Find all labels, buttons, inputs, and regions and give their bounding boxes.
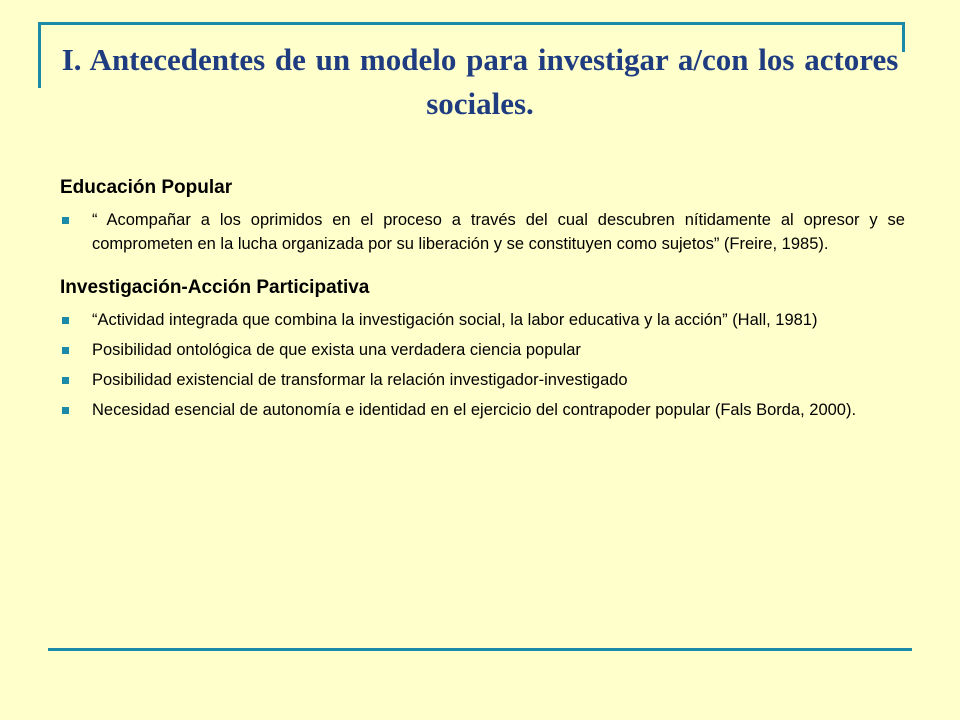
- bullet-text: Posibilidad existencial de transformar la relación investigador-investigado: [92, 371, 628, 389]
- section-heading-educacion-popular: Educación Popular: [60, 177, 233, 198]
- list-item: [60, 338, 905, 362]
- bullet-text: “Actividad integrada que combina la investigación social, la labor educativa y la acción” (Hall, 1981): [92, 311, 818, 329]
- slide-content: [60, 174, 905, 422]
- square-bullet-icon: [62, 377, 69, 384]
- bullet-text: Posibilidad ontológica de que exista una verdadera ciencia popular: [92, 341, 581, 359]
- list-item: [60, 208, 905, 256]
- bullet-list-educacion-popular: [60, 208, 905, 256]
- bullet-text: “ Acompañar a los oprimidos en el proceso a través del cual descubren nítidamente al opresor y se comprometen en la lucha organizada por su liberación y se constituyen como sujetos” (Freire, 1985).: [92, 211, 905, 253]
- square-bullet-icon: [62, 317, 69, 324]
- frame-right-line: [902, 22, 905, 52]
- list-item: [60, 398, 905, 422]
- list-item: [60, 368, 905, 392]
- list-item: [60, 308, 905, 332]
- frame-top-line: [40, 22, 905, 25]
- section-heading-iap: Investigación-Acción Participativa: [60, 277, 370, 298]
- bullet-list-iap: [60, 308, 905, 422]
- square-bullet-icon: [62, 347, 69, 354]
- square-bullet-icon: [62, 217, 69, 224]
- slide-title: I. Antecedentes de un modelo para investigar a/con los actores sociales.: [61, 42, 899, 121]
- frame-left-line: [38, 22, 41, 88]
- bullet-text: Necesidad esencial de autonomía e identidad en el ejercicio del contrapoder popular (Fals Borda, 2000).: [92, 401, 857, 419]
- frame-bottom-line: [48, 648, 912, 651]
- square-bullet-icon: [62, 407, 69, 414]
